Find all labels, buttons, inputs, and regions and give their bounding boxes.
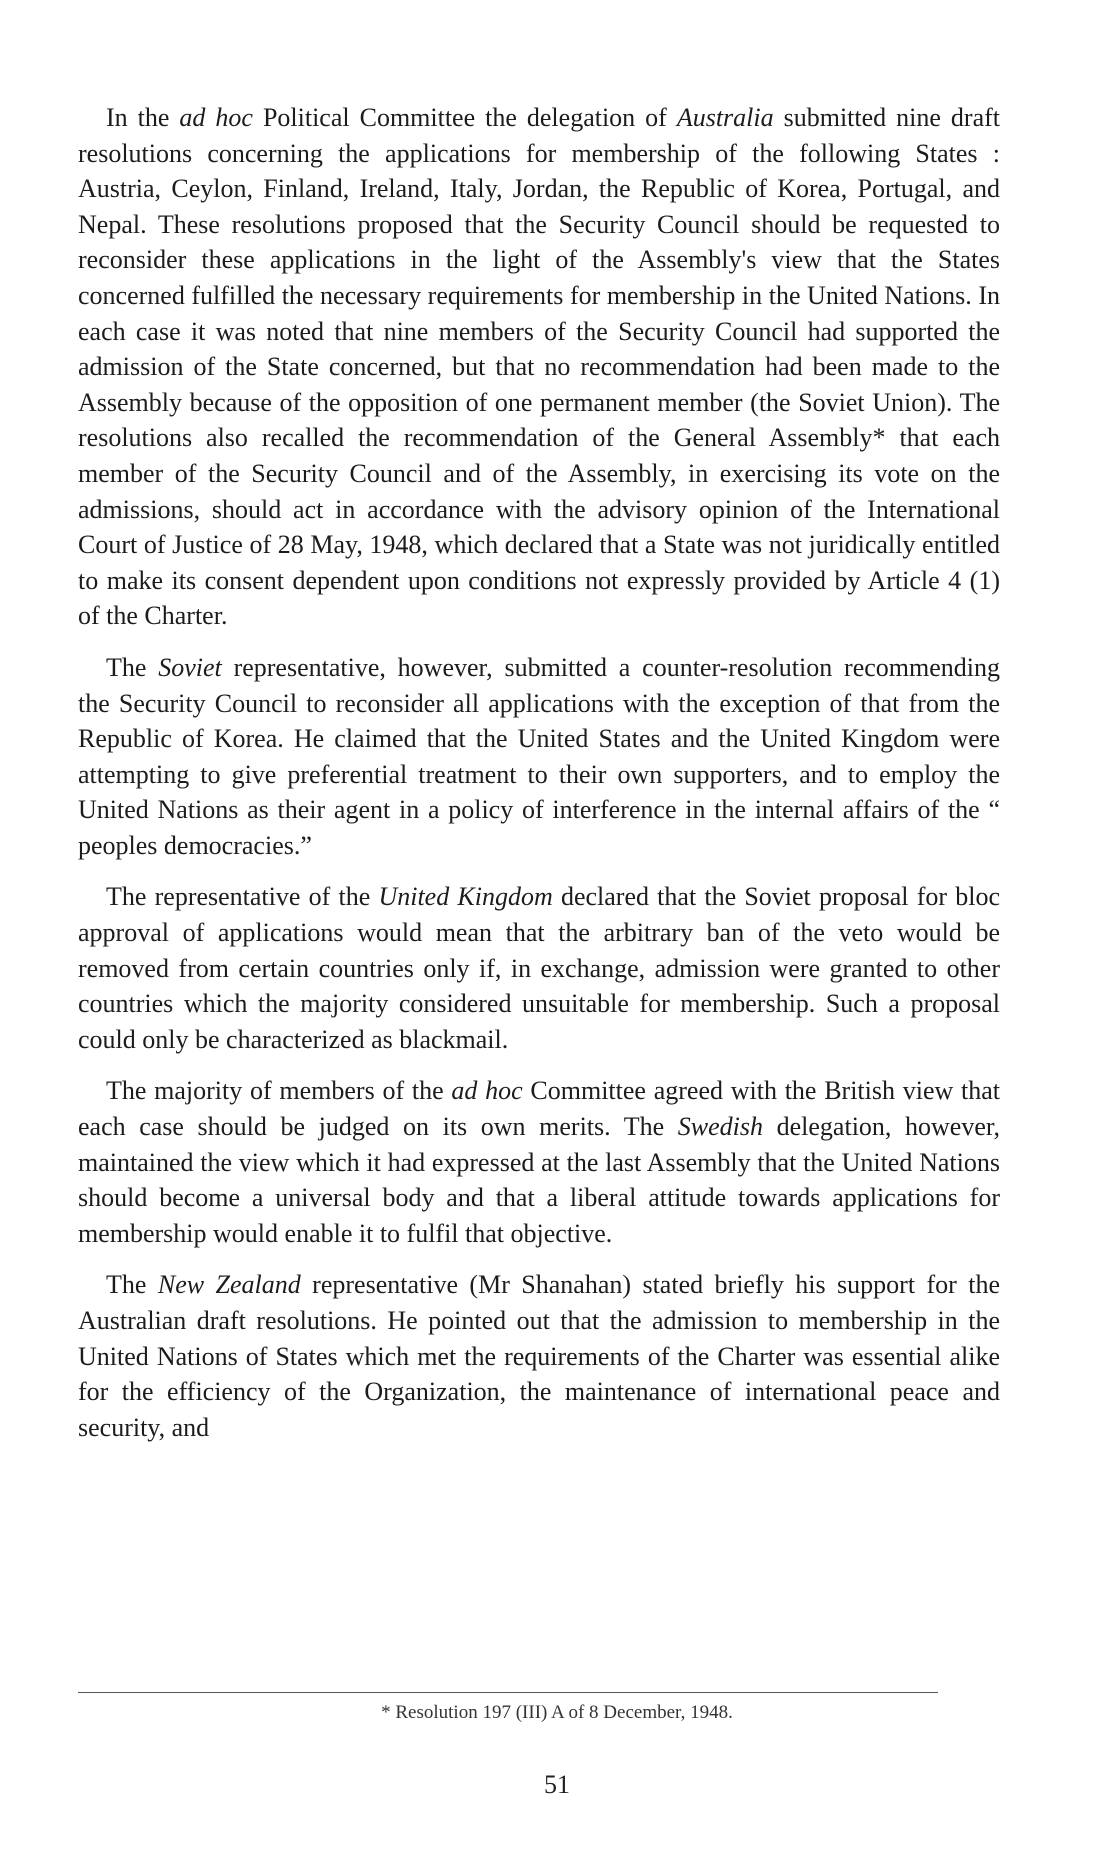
text-run: representative, however, submitted a counter-resolution recommending the Security Council to reconsider all applications with the exception of that from the Republic of Korea. He claimed that the United States and the United Kingdom were attempting to give preferential treatment to their own supporters, and to employ the United Nations as their agent in a policy of interference in the internal affairs of the “ peoples democracies.” [78,652,1000,860]
text-run: submitted nine draft resolutions concerning the applications for membership of the following States : Austria, Ceylon, Finland, Ireland, Italy, Jordan, the Republic of Korea, Portugal, and Nepal. These resolutions proposed that the Security Council should be requested to reconsider these applications in the light of the Assembly's view that the States concerned fulfilled the necessary requirements for membership in the United Nations. In each case it was noted that nine members of the Security Council had supported the admission of the State concerned, but that no recommendation had been made to the Assembly because of the opposition of one permanent member (the Soviet Union). The resolutions also recalled the recommendation of the General Assembly* that each member of the Security Council and of the Assembly, in exercising its vote on the admissions, should act in accordance with the advisory opinion of the International Court of Justice of 28 May, 1948, which declared that a State was not juridically entitled to make its consent dependent upon conditions not expressly provided by Article 4 (1) of the Charter. [78,103,1000,631]
text-run: delegation, however, maintained the view which it had expressed at the last Assembly that the United Nations should become a universal body and that a liberal attitude towards applications for membership would enable it to fulfil that objective. [78,1112,1000,1248]
paragraph-new-zealand-support [78,1267,1000,1445]
paragraph-ad-hoc-majority [78,1073,1000,1251]
text-run: The [106,1270,158,1300]
italic-term: ad hoc [179,103,253,132]
italic-term: Swedish [677,1112,764,1142]
text-run: Committee agreed with the British view that each case should be judged on its own merits. The [78,1076,1001,1142]
italic-term: New Zealand [157,1270,301,1300]
text-run: declared that the Soviet proposal for bloc approval of applications would mean that the arbitrary ban of the veto would be removed from certain countries only if, in exchange, admission were granted to other countries which the majority considered unsuitable for membership. Such a proposal could only be characterized as blackmail. [78,882,1000,1054]
footnote: * Resolution 197 (III) A of 8 December, 1948. [381,1702,733,1723]
text-run: The representative of the [106,882,379,912]
text-run: The majority of members of the [106,1076,452,1106]
italic-term: United Kingdom [378,882,553,912]
italic-term: Soviet [158,652,222,682]
italic-term: Australia [676,103,774,132]
paragraph-united-kingdom-view [78,879,1000,1057]
text-run: Political Committee the delegation of [252,103,677,132]
footnote-divider [78,1692,938,1693]
paragraph-soviet-counter-resolution [78,650,1000,864]
text-run: representative (Mr Shanahan) stated briefly his support for the Australian draft resolutions. He pointed out that the admission to membership in the United Nations of States which met the requirements of the Charter was essential alike for the efficiency of the Organization, the maintenance of international peace and security, and [78,1270,1000,1442]
italic-term: ad hoc [451,1076,523,1106]
page-number: 51 [544,1770,570,1799]
paragraph-australia-resolutions [78,100,1000,634]
document-body [78,100,1000,1461]
text-run: The [106,652,159,682]
text-run: In the [106,103,180,132]
